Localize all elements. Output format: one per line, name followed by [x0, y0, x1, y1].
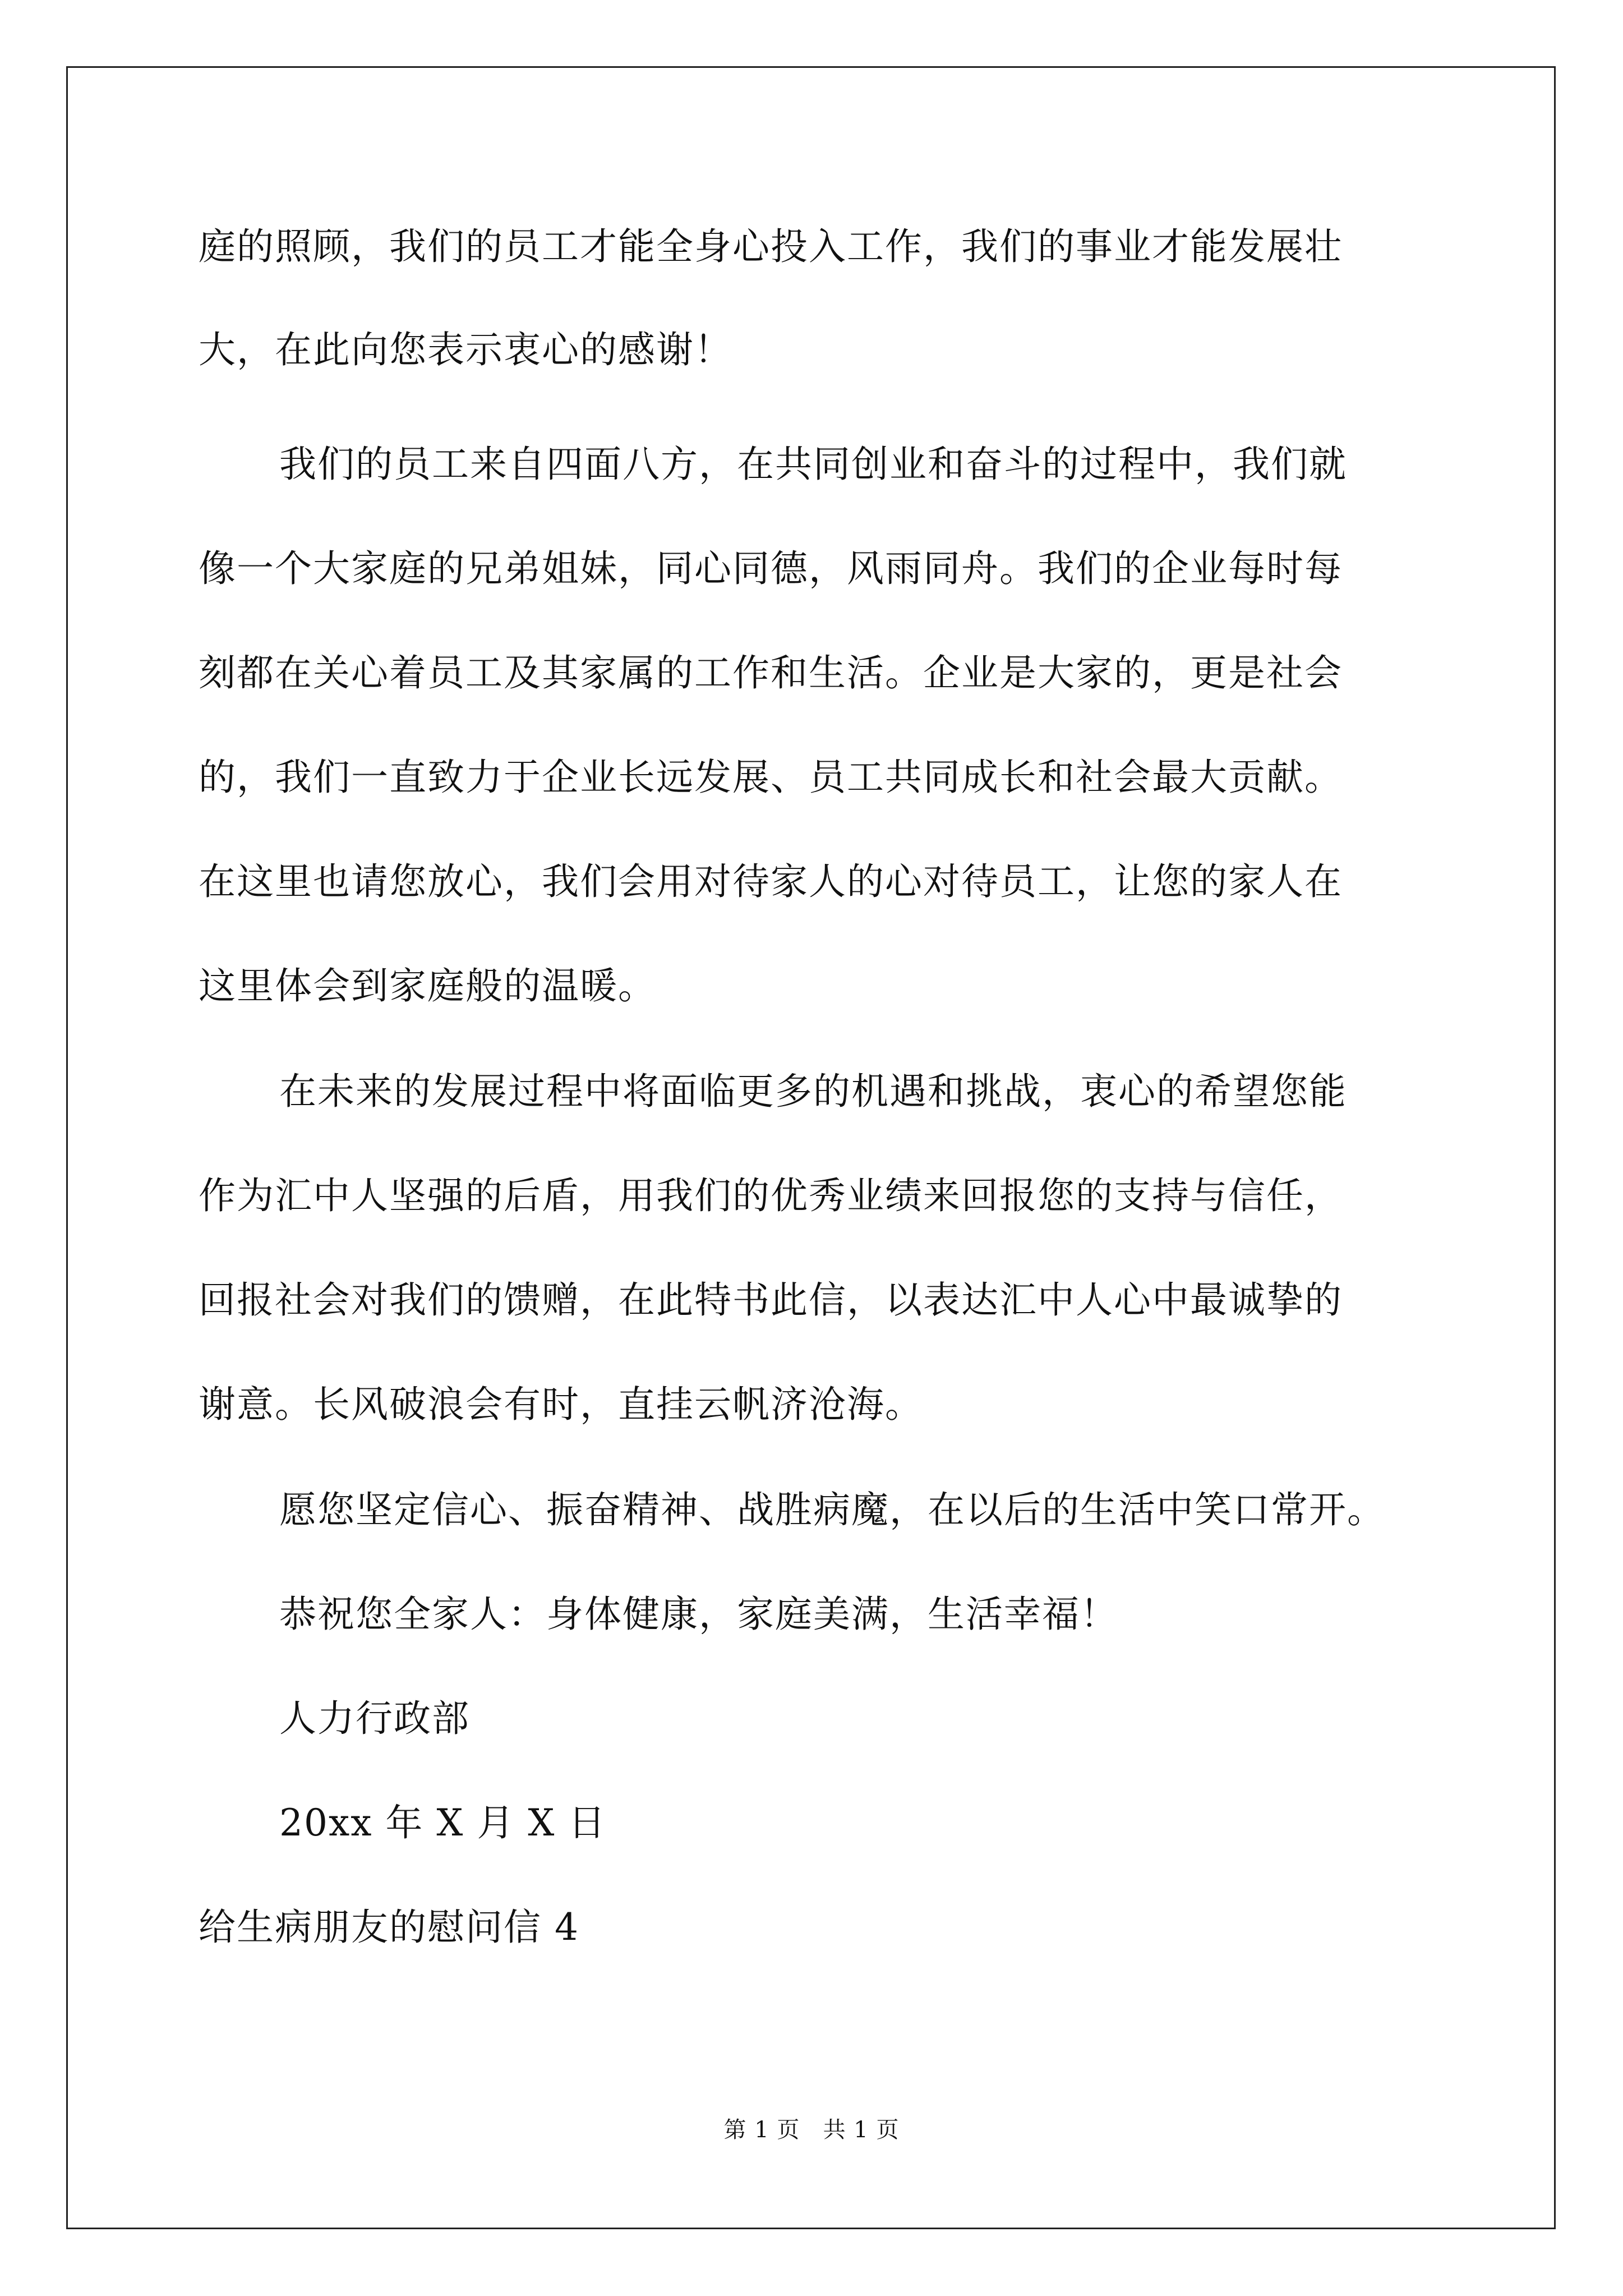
page-number-footer: 第 1 页 共 1 页 — [723, 2117, 900, 2143]
body-line: 谢意。长风破浪会有时，直挂云帆济沧海。 — [199, 1383, 923, 1426]
paragraph-start-line: 我们的员工来自四面八方，在共同创业和奋斗的过程中，我们就 — [279, 443, 1347, 486]
body-line: 回报社会对我们的馈赠，在此特书此信，以表达汇中人心中最诚挚的 — [199, 1278, 1343, 1322]
body-line: 庭的照顾，我们的员工才能全身心投入工作，我们的事业才能发展壮 — [199, 225, 1343, 268]
section-heading: 给生病朋友的慰问信 4 — [199, 1906, 579, 1949]
body-line: 大，在此向您表示衷心的感谢！ — [199, 328, 732, 371]
body-line: 在这里也请您放心，我们会用对待家人的心对待员工，让您的家人在 — [199, 860, 1343, 903]
signature-date: 20xx 年 X 月 X 日 — [279, 1801, 607, 1844]
body-line: 像一个大家庭的兄弟姐妹，同心同德，风雨同舟。我们的企业每时每 — [199, 547, 1343, 590]
body-line: 这里体会到家庭般的温暖。 — [199, 964, 656, 1007]
greeting-line: 恭祝您全家人：身体健康，家庭美满，生活幸福！ — [279, 1593, 1118, 1636]
paragraph-start-line: 在未来的发展过程中将面临更多的机遇和挑战，衷心的希望您能 — [279, 1070, 1347, 1113]
body-line: 的，我们一直致力于企业长远发展、员工共同成长和社会最大贡献。 — [199, 756, 1343, 799]
signature-department: 人力行政部 — [279, 1697, 470, 1740]
body-line: 作为汇中人坚强的后盾，用我们的优秀业绩来回报您的支持与信任， — [199, 1174, 1343, 1217]
body-line: 刻都在关心着员工及其家属的工作和生活。企业是大家的，更是社会 — [199, 651, 1343, 694]
paragraph-start-line: 愿您坚定信心、振奋精神、战胜病魔，在以后的生活中笑口常开。 — [279, 1488, 1385, 1531]
